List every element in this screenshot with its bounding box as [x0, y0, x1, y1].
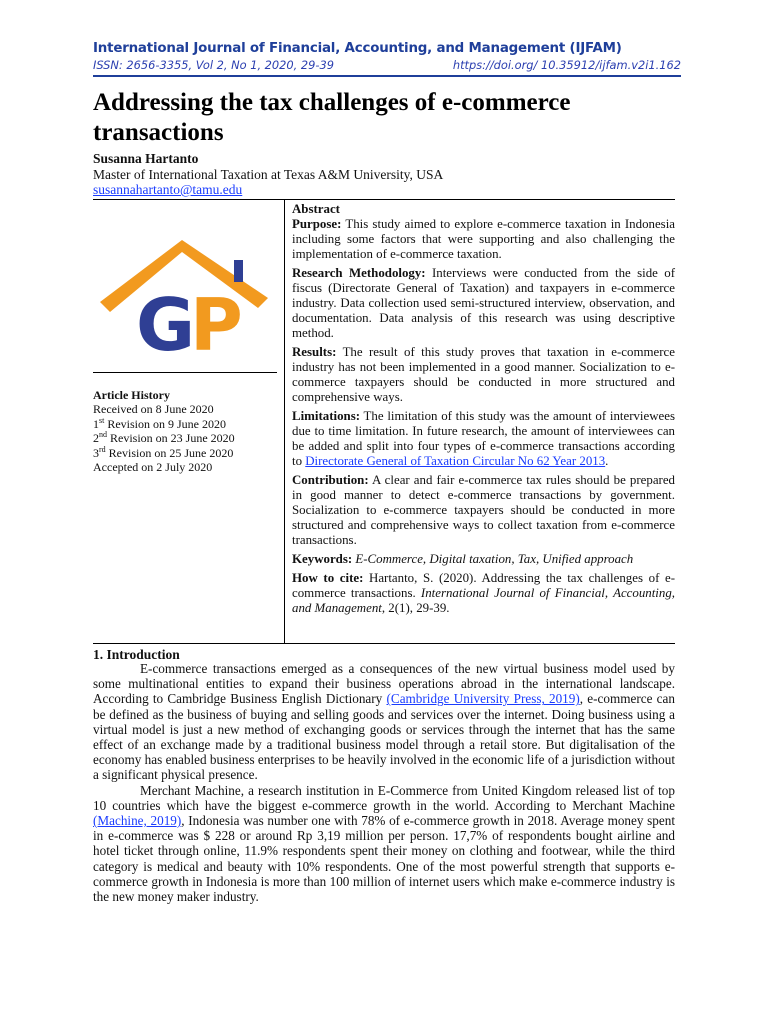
intro-paragraph-2: Merchant Machine, a research institution in E-Commerce from United Kingdom released list of top 10 countries which have the biggest e-commerce growth in the world. According to Merchant Machine (Machine, 2019), Indonesia was number one with 78% of e-commerce growth in 2018. Average money spent in e-commerce was $ 228 or around Rp 3,19 million per person. 17,7% of respondents bought airline and hotel ticket through online, 11.9% respondents spent their money on clothing and footwear, while the third category is medical and beauty with 10% respondents. One of the most powerful strength that supports e-commerce growth in Indonesia is more than 100 million of internet users which make e-commerce industry is the new money maker industry.: [93, 782, 675, 905]
history-revision-3: 3rd Revision on 25 June 2020: [93, 444, 234, 460]
history-revision-2: 2nd Revision on 23 June 2020: [93, 430, 235, 446]
abstract-citation: How to cite: Hartanto, S. (2020). Addressing the tax challenges of e-commerce transactions. International Journal of Financial, Accounting, and Management, 2(1), 29-39.: [292, 571, 675, 615]
history-top-rule: [93, 372, 277, 373]
publisher-logo: [100, 232, 270, 372]
history-revision-1: 1st Revision on 9 June 2020: [93, 415, 227, 431]
issn-info: ISSN: 2656-3355, Vol 2, No 1, 2020, 29-39: [93, 58, 335, 72]
abstract-contribution: Contribution: A clear and fair e-commerce tax rules should be prepared in good manner to detect e-commerce transactions by government. Socialization to e-commerce taxpayers should be conducted in more structured and comprehensive ways to collect taxation from e-commerce transactions.: [292, 473, 675, 547]
machine-citation-link[interactable]: (Machine, 2019): [93, 813, 182, 829]
history-heading: Article History: [93, 388, 170, 402]
dgt-circular-link[interactable]: Directorate General of Taxation Circular No 62 Year 2013: [305, 454, 606, 468]
abstract: [292, 202, 675, 620]
journal-name: International Journal of Financial, Accounting, and Management (IJFAM): [93, 41, 622, 56]
intro-paragraph-1: E-commerce transactions emerged as a consequences of the new virtual business model used by some multinational entities to expand their business operations abroad in the international landscape. According to Cambridge Business English Dictionary (Cambridge University Press, 2019), e-commerce can be defined as the business of buying and selling goods and services over the internet. Doing business using a virtual model is just a new method of exchanging goods or services through the internet that has the same effect of an exchange made by a traditional business model through a retail store. But digitalisation of the economy has enabled business enterprises to be heavily involved in the economic life of a jurisdiction without a significant physical presence.: [93, 661, 675, 783]
author-name: Susanna Hartanto: [93, 151, 199, 166]
header-rule: [93, 75, 681, 77]
article-history: [93, 388, 235, 474]
logo-letter-p: P: [190, 283, 243, 367]
author-affiliation: Master of International Taxation at Texas A&M University, USA: [93, 167, 444, 182]
logo-chimney: [234, 260, 243, 282]
abstract-methodology: Research Methodology: Interviews were conducted from the side of fiscus (Directorate General of Taxation) and taxpayers in e-commerce industry. Data collection used semi-structured interview, observation, and documentation. Data analysis of this research was using descriptive method.: [292, 266, 676, 340]
article-title: Addressing the tax challenges of e-commerce transactions: [93, 89, 571, 146]
abstract-heading: Abstract: [292, 202, 340, 216]
history-accepted: Accepted on 2 July 2020: [93, 460, 213, 475]
section-heading-introduction: 1. Introduction: [93, 647, 180, 662]
author-email-link[interactable]: susannahartanto@tamu.edu: [93, 182, 243, 197]
abstract-keywords: Keywords: E-Commerce, Digital taxation, Tax, Unified approach: [292, 552, 634, 566]
journal-meta-row: [93, 58, 681, 72]
history-received: Received on 8 June 2020: [93, 402, 214, 417]
introduction-body: [93, 661, 675, 904]
column-divider: [284, 199, 285, 643]
abstract-bottom-rule: [93, 643, 675, 644]
abstract-purpose: Purpose: This study aimed to explore e-commerce taxation in Indonesia including some factors that were supporting and also challenging the implementation of e-commerce taxation.: [292, 217, 675, 261]
abstract-top-rule: [93, 199, 675, 200]
cambridge-citation-link[interactable]: (Cambridge University Press, 2019): [386, 691, 580, 707]
doi-link[interactable]: https://doi.org/ 10.35912/ijfam.v2i1.162: [452, 58, 681, 72]
logo-letter-g: G: [136, 283, 196, 367]
abstract-limitations: Limitations: The limitation of this study was the amount of interviewees due to time limitation. In future research, the amount of interviewees can be added and split into four types of e-commerce transactions according to Directorate General of Taxation Circular No 62 Year 2013.: [292, 409, 675, 468]
abstract-results: Results: The result of this study proves that taxation in e-commerce industry has not been implemented in a good manner. Socialization to e-commerce taxpayers should be conducted in more structured and comprehensive ways.: [292, 345, 675, 404]
